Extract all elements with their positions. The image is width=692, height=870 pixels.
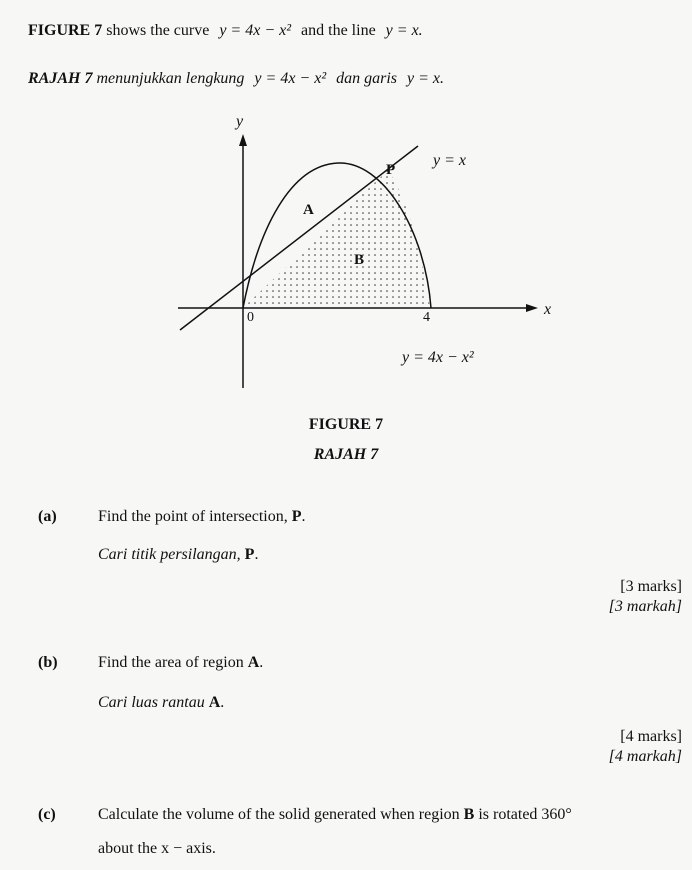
figure-caption: FIGURE 7	[308, 416, 384, 433]
question-a-prefix: Find the point of intersection,	[98, 508, 288, 525]
figure-ref: FIGURE 7	[28, 22, 103, 39]
y-axis-label: y	[236, 113, 244, 130]
question-b-suffix-ms: .	[220, 694, 225, 711]
question-b-bold: A	[247, 654, 260, 671]
x-axis-arrow	[526, 304, 538, 312]
intro-text-2-ms: dan garis	[336, 70, 398, 87]
question-c-suffix: is rotated 360°	[478, 806, 572, 823]
question-a-text	[98, 508, 306, 526]
y-axis-arrow	[239, 134, 247, 146]
intro-text-1-ms: menunjukkan lengkung	[96, 70, 245, 87]
point-p-label: P	[386, 162, 396, 178]
question-c-text	[98, 806, 572, 824]
line-equation-ms: y = x.	[407, 70, 445, 87]
question-c-bold: B	[463, 806, 475, 823]
question-b-marks-ms: [4 markah]	[608, 748, 682, 765]
origin-label: 0	[247, 310, 254, 325]
intro-text-1: shows the curve	[106, 22, 210, 39]
figure-caption-ms: RAJAH 7	[313, 446, 379, 463]
question-b-label: (b)	[38, 654, 58, 671]
line-equation-label: y = x	[433, 152, 466, 169]
question-b-marks: [4 marks]	[620, 728, 682, 745]
question-a-suffix: .	[301, 508, 306, 525]
x-axis-label: x	[544, 301, 552, 318]
question-a-suffix-ms: .	[254, 546, 259, 563]
figure-7-graph	[0, 0, 692, 400]
question-a-bold-ms: P	[244, 546, 255, 563]
question-a-marks: [3 marks]	[620, 578, 682, 595]
question-c-label: (c)	[38, 806, 56, 823]
region-b-shading	[243, 170, 430, 308]
question-b-text	[98, 654, 263, 672]
curve-equation-ms: y = 4x − x²	[254, 70, 327, 87]
question-a-marks-ms: [3 markah]	[608, 598, 682, 615]
question-b-text-ms	[98, 694, 224, 712]
question-c-text-line2: about the x − axis.	[98, 840, 216, 857]
question-a-prefix-ms: Cari titik persilangan,	[98, 546, 241, 563]
question-b-prefix: Find the area of region	[98, 654, 244, 671]
question-b-prefix-ms: Cari luas rantau	[98, 694, 205, 711]
intro-text-2: and the line	[301, 22, 376, 39]
region-a-label: A	[303, 202, 314, 218]
question-b-suffix: .	[259, 654, 264, 671]
figure-ref-ms: RAJAH 7	[28, 70, 93, 87]
question-a-label: (a)	[38, 508, 57, 525]
curve-equation-label: y = 4x − x²	[402, 349, 474, 366]
question-a-text-ms	[98, 546, 258, 564]
x-tick-4: 4	[423, 310, 430, 325]
curve-equation: y = 4x − x²	[219, 22, 292, 39]
question-c-prefix: Calculate the volume of the solid generated when region	[98, 806, 460, 823]
question-a-bold: P	[291, 508, 302, 525]
region-b-label: B	[354, 252, 365, 268]
line-equation: y = x.	[385, 22, 423, 39]
question-b-bold-ms: A	[208, 694, 221, 711]
